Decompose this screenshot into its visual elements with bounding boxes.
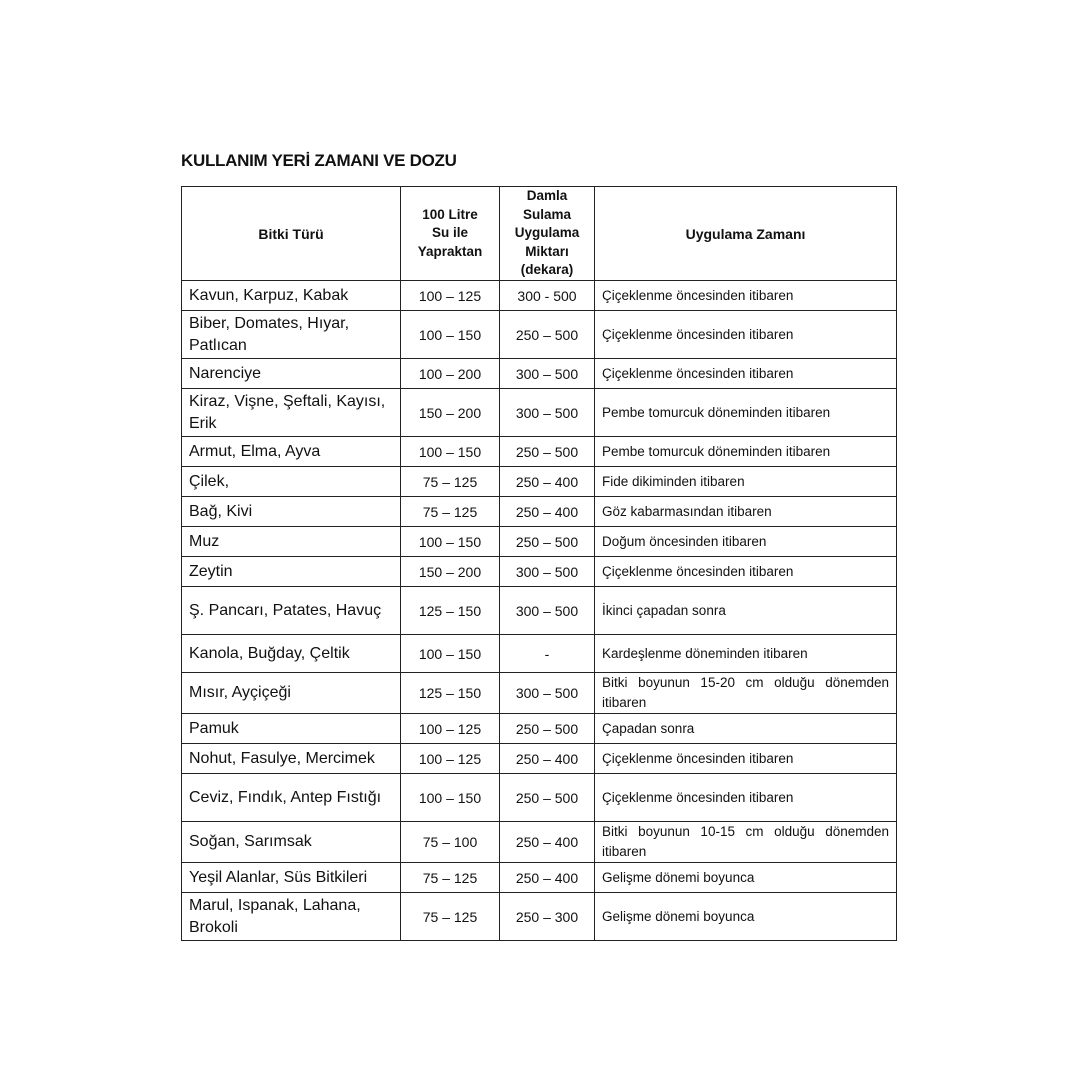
application-time-cell: Çapadan sonra	[595, 714, 897, 744]
application-time-cell: Fide dikiminden itibaren	[595, 467, 897, 497]
plant-cell: Muz	[182, 527, 401, 557]
table-row	[182, 744, 897, 774]
table-row	[182, 714, 897, 744]
table-row	[182, 359, 897, 389]
header-foliar-line: Su ile	[431, 225, 468, 241]
application-time-cell: Çiçeklenme öncesinden itibaren	[595, 359, 897, 389]
plant-cell: Soğan, Sarımsak	[182, 822, 401, 863]
table-row	[182, 822, 897, 863]
plant-cell: Marul, Ispanak, Lahana, Brokoli	[182, 893, 401, 941]
table-row	[182, 557, 897, 587]
drip-dose-cell: 300 – 500	[500, 587, 595, 635]
plant-cell: Kavun, Karpuz, Kabak	[182, 281, 401, 311]
drip-dose-cell: 250 – 300	[500, 893, 595, 941]
plant-cell: Çilek,	[182, 467, 401, 497]
foliar-dose-cell: 75 – 125	[401, 863, 500, 893]
dosage-table	[181, 186, 897, 941]
foliar-dose-cell: 100 – 125	[401, 281, 500, 311]
drip-dose-cell: 250 – 500	[500, 437, 595, 467]
plant-cell: Biber, Domates, Hıyar, Patlıcan	[182, 311, 401, 359]
plant-cell: Mısır, Ayçiçeği	[182, 673, 401, 714]
drip-dose-cell: 300 – 500	[500, 673, 595, 714]
table-row	[182, 774, 897, 822]
foliar-dose-cell: 100 – 150	[401, 527, 500, 557]
table-body	[182, 281, 897, 941]
plant-cell: Ş. Pancarı, Patates, Havuç	[182, 587, 401, 635]
drip-dose-cell: 250 – 500	[500, 311, 595, 359]
drip-dose-cell: 250 – 400	[500, 822, 595, 863]
application-time-cell: Çiçeklenme öncesinden itibaren	[595, 557, 897, 587]
drip-dose-cell: 250 – 400	[500, 863, 595, 893]
drip-dose-cell: 250 – 400	[500, 744, 595, 774]
foliar-dose-cell: 150 – 200	[401, 389, 500, 437]
foliar-dose-cell: 125 – 150	[401, 673, 500, 714]
table-row	[182, 467, 897, 497]
plant-cell: Kanola, Buğday, Çeltik	[182, 635, 401, 673]
application-time-cell: Çiçeklenme öncesinden itibaren	[595, 281, 897, 311]
header-drip-line: Miktarı	[525, 243, 569, 259]
foliar-dose-cell: 100 – 125	[401, 714, 500, 744]
application-time-cell: İkinci çapadan sonra	[595, 587, 897, 635]
header-drip-line: Damla	[526, 188, 568, 204]
foliar-dose-cell: 75 – 125	[401, 497, 500, 527]
foliar-dose-cell: 75 – 125	[401, 893, 500, 941]
table-row	[182, 311, 897, 359]
table-row	[182, 497, 897, 527]
drip-dose-cell: 250 – 500	[500, 527, 595, 557]
header-drip-line: Sulama	[522, 206, 572, 222]
table-row	[182, 389, 897, 437]
header-foliar-dose	[401, 187, 500, 281]
table-row	[182, 673, 897, 714]
application-time-cell: Pembe tomurcuk döneminden itibaren	[595, 389, 897, 437]
application-time-cell: Çiçeklenme öncesinden itibaren	[595, 744, 897, 774]
header-drip-dose	[500, 187, 595, 281]
foliar-dose-cell: 100 – 125	[401, 744, 500, 774]
foliar-dose-cell: 100 – 200	[401, 359, 500, 389]
table-row	[182, 527, 897, 557]
foliar-dose-cell: 100 – 150	[401, 311, 500, 359]
drip-dose-cell: 250 – 500	[500, 714, 595, 744]
header-drip-line: Uygulama	[514, 225, 580, 241]
foliar-dose-cell: 75 – 125	[401, 467, 500, 497]
plant-cell: Kiraz, Vişne, Şeftali, Kayısı, Erik	[182, 389, 401, 437]
page-title: KULLANIM YERİ ZAMANI VE DOZU	[181, 151, 457, 170]
header-foliar-line: Yapraktan	[417, 243, 483, 259]
drip-dose-cell: 250 – 400	[500, 497, 595, 527]
application-time-cell: Kardeşlenme döneminden itibaren	[595, 635, 897, 673]
foliar-dose-cell: 100 – 150	[401, 774, 500, 822]
plant-cell: Armut, Elma, Ayva	[182, 437, 401, 467]
table-row	[182, 863, 897, 893]
application-time-cell: Gelişme dönemi boyunca	[595, 893, 897, 941]
application-time-cell: Bitki boyunun 15-20 cm olduğu dönemden itibaren	[595, 673, 897, 714]
drip-dose-cell: -	[500, 635, 595, 673]
plant-cell: Zeytin	[182, 557, 401, 587]
plant-cell: Bağ, Kivi	[182, 497, 401, 527]
table-row	[182, 893, 897, 941]
plant-cell: Yeşil Alanlar, Süs Bitkileri	[182, 863, 401, 893]
drip-dose-cell: 300 – 500	[500, 389, 595, 437]
plant-cell: Nohut, Fasulye, Mercimek	[182, 744, 401, 774]
drip-dose-cell: 250 – 500	[500, 774, 595, 822]
table-header-row	[182, 187, 897, 281]
foliar-dose-cell: 100 – 150	[401, 635, 500, 673]
drip-dose-cell: 300 – 500	[500, 359, 595, 389]
drip-dose-cell: 300 - 500	[500, 281, 595, 311]
drip-dose-cell: 300 – 500	[500, 557, 595, 587]
plant-cell: Narenciye	[182, 359, 401, 389]
drip-dose-cell: 250 – 400	[500, 467, 595, 497]
foliar-dose-cell: 100 – 150	[401, 437, 500, 467]
application-time-cell: Bitki boyunun 10-15 cm olduğu dönemden itibaren	[595, 822, 897, 863]
application-time-cell: Göz kabarmasından itibaren	[595, 497, 897, 527]
application-time-cell: Çiçeklenme öncesinden itibaren	[595, 774, 897, 822]
foliar-dose-cell: 75 – 100	[401, 822, 500, 863]
table-row	[182, 281, 897, 311]
header-plant-type: Bitki Türü	[182, 187, 401, 281]
header-application-time: Uygulama Zamanı	[595, 187, 897, 281]
table-row	[182, 587, 897, 635]
table-row	[182, 635, 897, 673]
foliar-dose-cell: 125 – 150	[401, 587, 500, 635]
plant-cell: Pamuk	[182, 714, 401, 744]
application-time-cell: Çiçeklenme öncesinden itibaren	[595, 311, 897, 359]
application-time-cell: Doğum öncesinden itibaren	[595, 527, 897, 557]
application-time-cell: Gelişme dönemi boyunca	[595, 863, 897, 893]
application-time-cell: Pembe tomurcuk döneminden itibaren	[595, 437, 897, 467]
foliar-dose-cell: 150 – 200	[401, 557, 500, 587]
header-foliar-line: 100 Litre	[422, 206, 478, 222]
plant-cell: Ceviz, Fındık, Antep Fıstığı	[182, 774, 401, 822]
table-row	[182, 437, 897, 467]
header-drip-line: (dekara)	[520, 262, 574, 278]
